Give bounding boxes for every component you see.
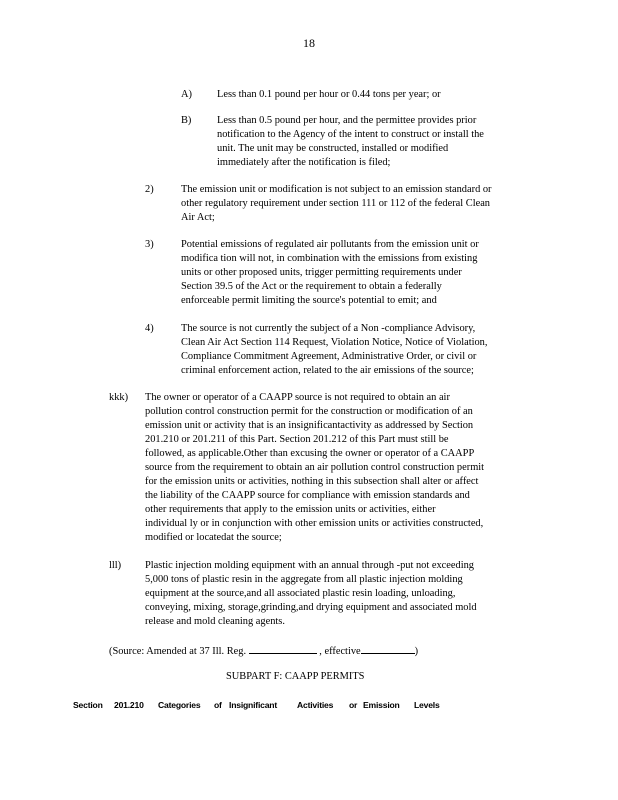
section-title-word-3: Insignificant [229,700,278,710]
item-4-line-1: The source is not currently the subject of a Non -compliance Advisory, [181,323,476,334]
item-lll-label: lll) [109,560,122,571]
item-lll-line-5: release and mold cleaning agents. [145,616,285,627]
source-note-prefix: (Source: Amended at 37 Ill. Reg. [109,646,247,657]
item-kkk-line-11: modified or locatedat the source; [145,532,282,543]
item-kkk-line-3: emission unit or activity that is an insignificantactivity as addressed by Section [145,420,474,431]
item-3-line-4: Section 39.5 of the Act or the requirement to obtain a federally [181,281,442,292]
item-kkk-line-5: followed, as applicable.Other than excusing the owner or operator of a CAAPP [145,448,475,459]
source-note-effective: , effective [319,646,361,657]
item-kkk-line-2: pollution control construction permit for the construction or modification of an [145,406,473,417]
item-kkk-line-10: individual ly or in conjunction with other emission units or activities constructed, [145,518,484,529]
subpart-heading: SUBPART F: CAAPP PERMITS [226,671,365,682]
item-kkk-line-8: the liability of the CAAPP source for compliance with emission standards and [145,490,470,501]
item-kkk-label: kkk) [109,392,129,403]
section-title-word-7: Levels [414,700,440,710]
item-lll-line-3: equipment at the source,and all associated plastic resin loading, unloading, [145,588,456,599]
item-kkk-line-4: 201.210 or 201.211 of this Part. Section 201.212 of this Part must still be [145,434,449,445]
item-3-line-1: Potential emissions of regulated air pollutants from the emission unit or [181,239,479,250]
section-number: 201.210 [114,700,144,710]
item-b-line-1: Less than 0.5 pound per hour, and the permittee provides prior [217,115,477,126]
section-title-word-5: or [349,700,358,710]
item-b-line-4: immediately after the notification is filed; [217,157,391,168]
item-lll-line-2: 5,000 tons of plastic resin in the aggregate from all plastic injection molding [145,574,463,585]
item-kkk-line-6: source from the requirement to obtain an air pollution control construction permit [145,462,485,473]
source-note-suffix: ) [414,646,419,657]
section-label: Section [73,700,103,710]
item-3-line-2: modifica tion will not, in combination with the emissions from existing [181,253,478,264]
section-title-word-4: Activities [297,700,334,710]
effective-blank [361,643,415,654]
section-title-word-2: of [214,700,222,710]
item-4-label: 4) [145,323,154,334]
item-b-label: B) [181,115,192,126]
item-lll-line-4: conveying, mixing, storage,grinding,and drying equipment and associated mold [145,602,477,613]
item-kkk-line-9: other requirements that apply to the emission units or activities, either [145,504,436,515]
item-a-label: A) [181,89,192,100]
reg-blank [249,643,317,654]
item-3-label: 3) [145,239,154,250]
item-b-line-2: notification to the Agency of the intent to construct or install the [217,129,484,140]
item-kkk-line-7: for the emission units or activities, nothing in this subsection shall alter or affect [145,476,479,487]
item-kkk-line-1: The owner or operator of a CAAPP source is not required to obtain an air [145,392,450,403]
section-title-word-1: Categories [158,700,201,710]
item-4-line-3: Compliance Commitment Agreement, Administrative Order, or civil or [181,351,477,362]
item-4-line-2: Clean Air Act Section 114 Request, Violation Notice, Notice of Violation, [181,337,488,348]
item-4-line-4: criminal enforcement action, related to the air emissions of the source; [181,365,474,376]
section-title-word-6: Emission [363,700,400,710]
item-lll-line-1: Plastic injection molding equipment with an annual through -put not exceeding [145,560,474,571]
item-a-line-1: Less than 0.1 pound per hour or 0.44 tons per year; or [217,89,441,100]
page-number: 18 [303,36,315,50]
item-3-line-5: enforceable permit limiting the source's potential to emit; and [181,295,437,306]
item-3-line-3: units or other proposed units, trigger permitting requirements under [181,267,462,278]
item-b-line-3: unit. The unit may be constructed, installed or modified [217,143,449,154]
item-2-line-3: Air Act; [181,212,215,223]
source-note [109,643,418,659]
item-2-label: 2) [145,184,154,195]
item-2-line-1: The emission unit or modification is not subject to an emission standard or [181,184,492,195]
item-2-line-2: other regulatory requirement under section 111 or 112 of the federal Clean [181,198,491,209]
